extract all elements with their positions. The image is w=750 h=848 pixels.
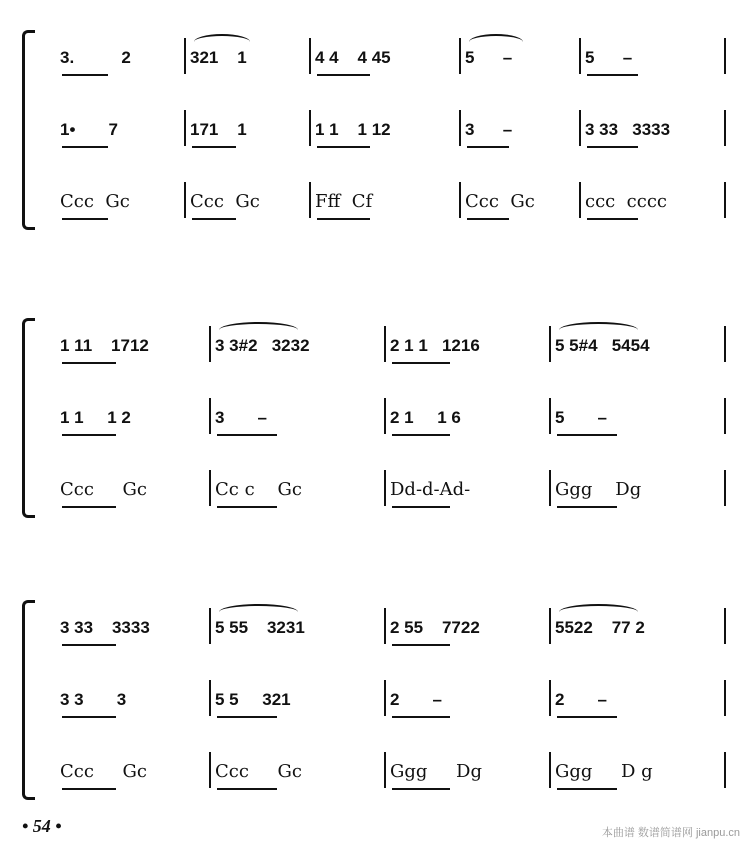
barline (459, 110, 461, 146)
barline (724, 326, 726, 362)
measure-3: 2 1 1 6 (390, 408, 461, 427)
measure-1: 3 33 3333 (60, 618, 150, 637)
beam-underline (62, 506, 116, 508)
beam-underline (392, 434, 450, 436)
barline (184, 110, 186, 146)
barline (309, 110, 311, 146)
measure-5: 5 – (585, 48, 633, 67)
beam-underline (62, 146, 108, 148)
beam-underline (392, 506, 450, 508)
barline (209, 326, 211, 362)
system-1 (22, 30, 734, 230)
barline (384, 326, 386, 362)
barline (724, 110, 726, 146)
beam-underline (557, 506, 617, 508)
barline (724, 680, 726, 716)
harmony-row (34, 404, 734, 434)
measure-2: Ccc Gc (215, 761, 303, 782)
slur (469, 34, 523, 50)
barline (209, 398, 211, 434)
measure-3: Ggg Dg (390, 761, 482, 782)
measure-2: 5 55 3231 (215, 618, 305, 637)
beam-underline (62, 434, 116, 436)
barline (384, 752, 386, 788)
barline (309, 38, 311, 74)
measure-4: 5 5#4 5454 (555, 336, 650, 355)
beam-underline (392, 644, 450, 646)
chords-row (34, 476, 734, 506)
barline (549, 326, 551, 362)
barline (184, 38, 186, 74)
beam-underline (62, 716, 116, 718)
barline (549, 608, 551, 644)
barline (384, 470, 386, 506)
barline (184, 182, 186, 218)
measure-3: Fff Cf (315, 191, 373, 212)
measure-3: 2 – (390, 690, 442, 709)
beam-underline (192, 218, 236, 220)
beam-underline (557, 716, 617, 718)
beam-underline (217, 788, 277, 790)
measure-1: 1• 7 (60, 120, 118, 139)
measure-4: 5522 77 2 (555, 618, 645, 637)
measure-1: 3 3 3 (60, 690, 127, 709)
measure-1: 1 11 1712 (60, 336, 149, 355)
barline (724, 182, 726, 218)
barline (384, 680, 386, 716)
barline (579, 110, 581, 146)
beam-underline (62, 644, 116, 646)
measure-1: 1 1 1 2 (60, 408, 131, 427)
barline (209, 608, 211, 644)
melody-row (34, 44, 734, 74)
measure-2: 3 – (215, 408, 267, 427)
barline (724, 470, 726, 506)
beam-underline (62, 74, 108, 76)
measure-5: ccc cccc (585, 191, 668, 212)
measure-4: Ccc Gc (465, 191, 535, 212)
beam-underline (587, 146, 638, 148)
beam-underline (317, 74, 370, 76)
measure-2: 5 5 321 (215, 690, 291, 709)
measure-3: 2 1 1 1216 (390, 336, 480, 355)
measure-4: Ggg Dg (555, 479, 642, 500)
measure-3: 1 1 1 12 (315, 120, 391, 139)
beam-underline (392, 362, 450, 364)
watermark: 本曲谱 数谱简谱网 jianpu.cn (601, 827, 740, 839)
measure-1: Ccc Gc (60, 761, 148, 782)
beam-underline (467, 146, 509, 148)
barline (459, 38, 461, 74)
harmony-row (34, 686, 734, 716)
beam-underline (557, 788, 617, 790)
melody-row (34, 614, 734, 644)
barline (579, 182, 581, 218)
beam-underline (217, 506, 277, 508)
barline (724, 752, 726, 788)
measure-1: 3. 2 (60, 48, 131, 67)
measure-2: 3 3#2 3232 (215, 336, 310, 355)
barline (549, 470, 551, 506)
slur (559, 322, 638, 338)
beam-underline (317, 146, 370, 148)
page-number: • 54 • (22, 816, 62, 836)
beam-underline (317, 218, 370, 220)
measure-3: 4 4 4 45 (315, 48, 391, 67)
measure-4: 2 – (555, 690, 607, 709)
barline (459, 182, 461, 218)
beam-underline (62, 218, 108, 220)
beam-underline (217, 716, 277, 718)
barline (209, 470, 211, 506)
slur (219, 322, 298, 338)
beam-underline (587, 218, 638, 220)
barline (209, 752, 211, 788)
measure-2: 321 1 (190, 48, 247, 67)
beam-underline (62, 788, 116, 790)
barline (724, 38, 726, 74)
system-2 (22, 318, 734, 518)
chords-row (34, 188, 734, 218)
slur (194, 34, 250, 50)
melody-row (34, 332, 734, 362)
barline (384, 398, 386, 434)
barline (724, 398, 726, 434)
barline (549, 398, 551, 434)
barline (209, 680, 211, 716)
beam-underline (467, 218, 509, 220)
system-3 (22, 600, 734, 800)
barline (384, 608, 386, 644)
barline (724, 608, 726, 644)
beam-underline (392, 716, 450, 718)
measure-4: Ggg D g (555, 761, 653, 782)
measure-3: 2 55 7722 (390, 618, 480, 637)
measure-4: 5 – (555, 408, 607, 427)
barline (549, 680, 551, 716)
beam-underline (192, 146, 236, 148)
measure-2: Cc c Gc (215, 479, 303, 500)
measure-2: 171 1 (190, 120, 247, 139)
barline (309, 182, 311, 218)
measure-4: 5 – (465, 48, 513, 67)
measure-2: Ccc Gc (190, 191, 260, 212)
measure-4: 3 – (465, 120, 513, 139)
beam-underline (62, 362, 116, 364)
barline (579, 38, 581, 74)
measure-1: Ccc Gc (60, 191, 130, 212)
slur (219, 604, 298, 620)
slur (559, 604, 638, 620)
beam-underline (557, 434, 617, 436)
beam-underline (587, 74, 638, 76)
measure-5: 3 33 3333 (585, 120, 671, 139)
harmony-row (34, 116, 734, 146)
beam-underline (392, 788, 450, 790)
measure-1: Ccc Gc (60, 479, 148, 500)
beam-underline (217, 434, 277, 436)
measure-3: Dd-d-Ad- (390, 479, 471, 500)
barline (549, 752, 551, 788)
chords-row (34, 758, 734, 788)
